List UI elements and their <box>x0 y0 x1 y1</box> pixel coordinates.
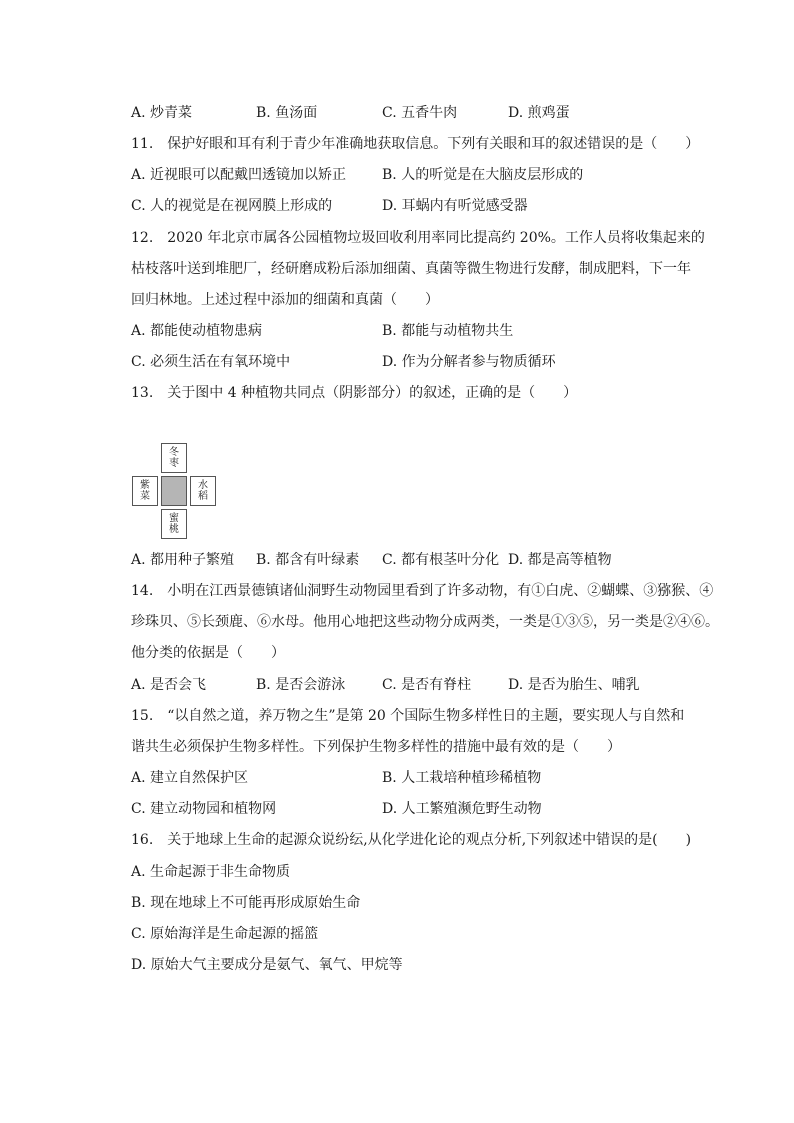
q14-stem <box>131 581 719 674</box>
q10-option-a[interactable]: A. 炒青菜 <box>131 105 193 121</box>
q12-option-c[interactable]: C. 必须生活在有氧环境中 <box>131 354 291 370</box>
q13-cross-diagram <box>132 443 216 539</box>
q15-option-a[interactable]: A. 建立自然保护区 <box>131 770 249 786</box>
q15-stem <box>131 706 691 768</box>
q11-option-b[interactable]: B. 人的听觉是在大脑皮层形成的 <box>382 167 584 183</box>
diagram-cell-left: 紫菜 <box>132 476 158 506</box>
q12-option-a[interactable]: A. 都能使动植物患病 <box>131 323 263 339</box>
q16-option-d[interactable]: D. 原始大气主要成分是氨气、氧气、甲烷等 <box>131 957 403 973</box>
q15-stem-line: 15. “以自然之道，养万物之生”是第 20 个国际生物多样性日的主题，要实现人与自然和 <box>131 708 685 724</box>
q12-option-d[interactable]: D. 作为分解者参与物质循环 <box>382 354 556 370</box>
q16-option-b[interactable]: B. 现在地球上不可能再形成原始生命 <box>131 895 361 911</box>
q13-option-d[interactable]: D. 都是高等植物 <box>508 552 612 568</box>
q11-option-c[interactable]: C. 人的视觉是在视网膜上形成的 <box>131 198 333 214</box>
q15-option-c[interactable]: C. 建立动物园和植物网 <box>131 801 277 817</box>
diagram-cell-bottom: 蜜桃 <box>161 509 187 539</box>
q14-stem-line: 他分类的依据是（ ） <box>131 645 285 661</box>
q12-stem-line: 回归林地。上述过程中添加的细菌和真菌（ ） <box>131 292 439 308</box>
q12-stem-line: 12. 2020 年北京市属各公园植物垃圾回收利用率同比提高约 20%。工作人员将收集起来的 <box>131 230 705 246</box>
q16-stem: 16. 关于地球上生命的起源众说纷纭,从化学进化论的观点分析,下列叙述中错误的是( ) <box>131 832 692 848</box>
q14-stem-line: 14. 小明在江西景德镇诸仙洞野生动物园里看到了许多动物，有①白虎、②蝴蝶、③猕猴、④ <box>131 583 714 599</box>
q13-option-b[interactable]: B. 都含有叶绿素 <box>256 552 360 568</box>
q10-option-d[interactable]: D. 煎鸡蛋 <box>508 105 570 121</box>
q12-option-b[interactable]: B. 都能与动植物共生 <box>382 323 514 339</box>
q16-option-c[interactable]: C. 原始海洋是生命起源的摇篮 <box>131 926 319 942</box>
q14-option-b[interactable]: B. 是否会游泳 <box>256 677 346 693</box>
q13-option-a[interactable]: A. 都用种子繁殖 <box>131 552 235 568</box>
q14-option-d[interactable]: D. 是否为胎生、哺乳 <box>508 677 640 693</box>
q11-stem: 11. 保护好眼和耳有利于青少年准确地获取信息。下列有关眼和耳的叙述错误的是（ ） <box>131 136 700 152</box>
diagram-cell-right: 水稻 <box>190 476 216 506</box>
q11-option-a[interactable]: A. 近视眼可以配戴凹透镜加以矫正 <box>131 167 347 183</box>
q14-option-c[interactable]: C. 是否有脊柱 <box>382 677 472 693</box>
q12-stem <box>131 228 705 321</box>
q13-option-c[interactable]: C. 都有根茎叶分化 <box>382 552 500 568</box>
q15-stem-line: 谐共生必须保护生物多样性。下列保护生物多样性的措施中最有效的是（ ） <box>131 739 621 755</box>
q10-option-b[interactable]: B. 鱼汤面 <box>256 105 318 121</box>
q15-option-d[interactable]: D. 人工繁殖濒危野生动物 <box>382 801 542 817</box>
q11-option-d[interactable]: D. 耳蜗内有听觉感受器 <box>382 198 528 214</box>
q12-stem-line: 枯枝落叶送到堆肥厂，经研磨成粉后添加细菌、真菌等微生物进行发酵，制成肥料，下一年 <box>131 261 691 277</box>
q13-stem: 13. 关于图中 4 种植物共同点（阴影部分）的叙述，正确的是（ ） <box>131 385 578 401</box>
diagram-cell-shaded-center <box>161 476 187 506</box>
q14-option-a[interactable]: A. 是否会飞 <box>131 677 207 693</box>
q15-option-b[interactable]: B. 人工栽培种植珍稀植物 <box>382 770 542 786</box>
q14-stem-line: 珍珠贝、⑤长颈鹿、⑥水母。他用心地把这些动物分成两类，一类是①③⑤，另一类是②④⑥。 <box>131 614 719 630</box>
q16-option-a[interactable]: A. 生命起源于非生命物质 <box>131 864 291 880</box>
q10-option-c[interactable]: C. 五香牛肉 <box>382 105 458 121</box>
diagram-cell-top: 冬枣 <box>161 443 187 473</box>
